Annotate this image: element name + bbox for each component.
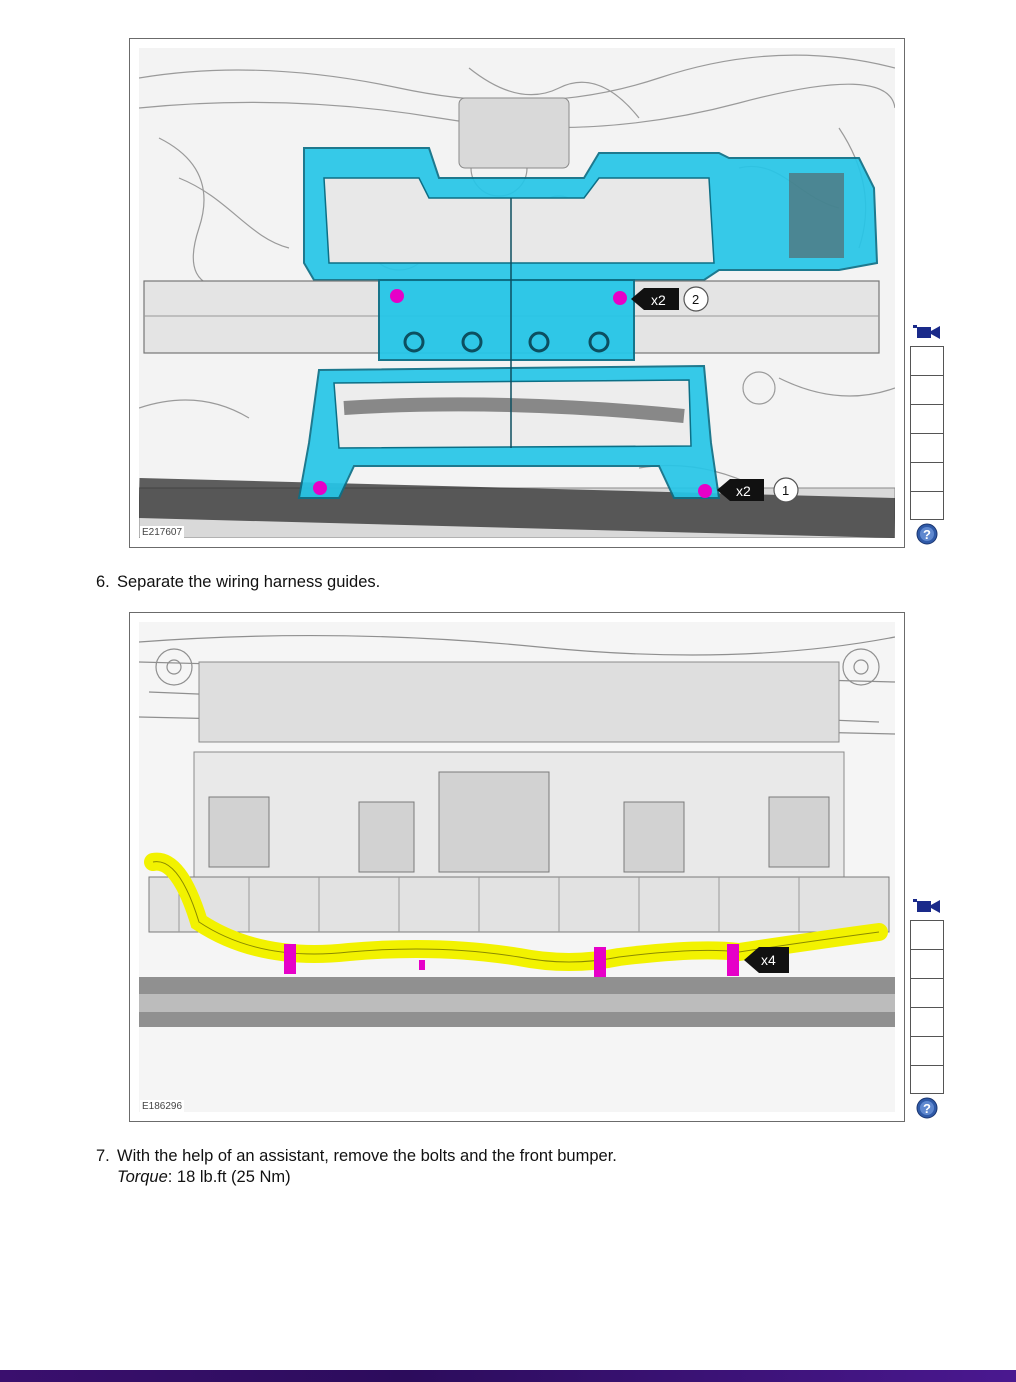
step-text: With the help of an assistant, remove the bolts and the front bumper.: [117, 1147, 617, 1165]
torque-value: : 18 lb.ft (25 Nm): [167, 1168, 291, 1186]
center-plate-highlight: [379, 280, 634, 360]
tool-slot[interactable]: [910, 491, 944, 520]
video-camera-icon[interactable]: [912, 322, 942, 340]
help-icon[interactable]: [916, 1097, 938, 1119]
figure-code: E217607: [142, 527, 183, 538]
tool-slot[interactable]: [910, 375, 944, 404]
callout-1-mult: x2: [736, 483, 751, 499]
tool-slot[interactable]: [910, 462, 944, 491]
figure-wiring-harness: [129, 612, 905, 1122]
callout-1-arrow: [717, 478, 798, 502]
callout-x4-mult: x4: [761, 952, 776, 968]
figure-toolbar: [910, 322, 944, 545]
step-number: 7.: [96, 1147, 110, 1165]
step-text: Separate the wiring harness guides.: [117, 573, 381, 591]
help-icon[interactable]: [916, 523, 938, 545]
tool-slot[interactable]: [910, 978, 944, 1007]
tool-slot[interactable]: [910, 920, 944, 949]
svg-text:?: ?: [923, 1101, 931, 1116]
tool-slot[interactable]: [910, 346, 944, 375]
figure-front-carrier: [129, 38, 905, 548]
callout-2-mult: x2: [651, 292, 666, 308]
figure-code: E186296: [142, 1101, 183, 1112]
torque-spec: [117, 1167, 291, 1188]
tool-slot[interactable]: [910, 1065, 944, 1094]
footer-bar: [0, 1370, 1016, 1382]
illustration-engine-bay-top: [139, 48, 895, 538]
step-6: [96, 572, 380, 593]
tool-slot[interactable]: [910, 404, 944, 433]
torque-label: Torque: [117, 1168, 168, 1186]
callout-1-num: 1: [782, 483, 790, 498]
callout-2-arrow: [631, 287, 708, 311]
svg-text:?: ?: [923, 527, 931, 542]
video-camera-icon[interactable]: [912, 896, 942, 914]
tool-slot[interactable]: [910, 433, 944, 462]
figure-toolbar: [910, 896, 944, 1119]
step-number: 6.: [96, 573, 110, 591]
tool-slot[interactable]: [910, 1036, 944, 1065]
step-7: [96, 1146, 617, 1167]
callout-2-num: 2: [692, 292, 700, 307]
tool-slot[interactable]: [910, 949, 944, 978]
tool-slot[interactable]: [910, 1007, 944, 1036]
illustration-bumper-harness: [139, 622, 895, 1112]
